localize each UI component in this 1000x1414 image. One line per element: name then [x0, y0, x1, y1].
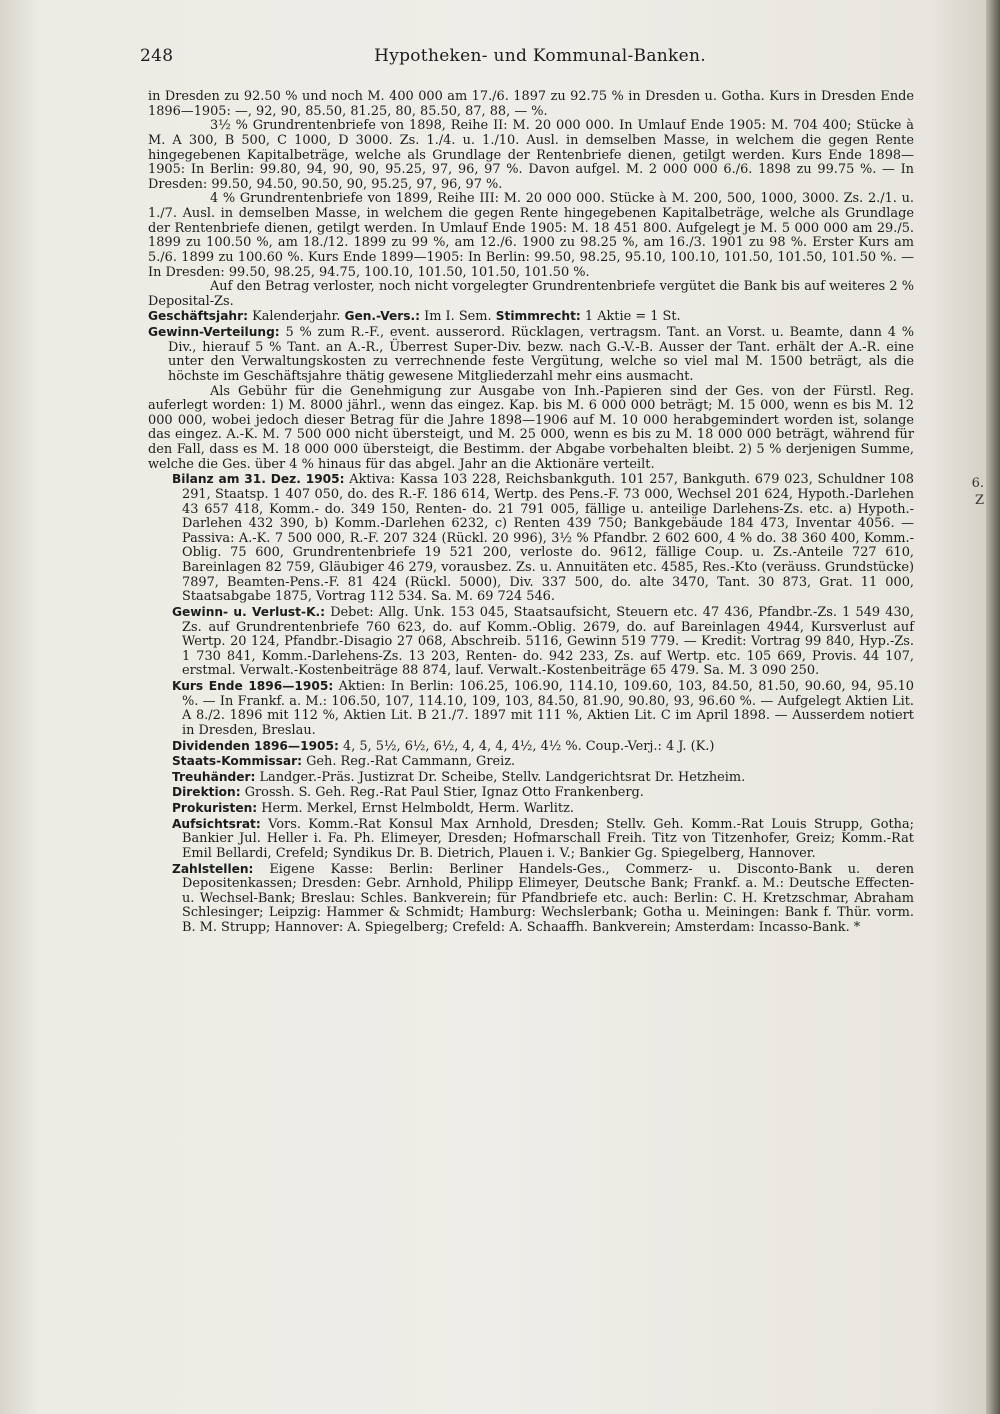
prokuristen-label: Prokuristen:	[172, 801, 258, 815]
margin-mark-2: Z	[974, 493, 984, 508]
zahlstellen-text: Eigene Kasse: Berlin: Berliner Handels-Ges., Commerz- u. Disconto-Bank u. deren Depositenkassen; Dresden: Gebr. Arnhold, Philipp Elimeyer, Deutsche Bank; Frankf. a. M.: Deutsche Effecten- u. Wechsel-Bank; Breslau: Schles. Bankverein; für Pfandbriefe etc. auch: Berlin: C. H. Kretzschmar, Abraham Schlesinger; Leipzig: Hammer & Schmidt; Hamburg: Wechslerbank; Gotha u. Meiningen: Bank f. Thür. vorm. B. M. Strupp; Hannover: A. Spiegelberg; Crefeld: A. Schaaffh. Bankverein; Amsterdam: Incasso-Bank. *	[182, 861, 914, 935]
gewinn-verteilung-label: Gewinn-Verteilung:	[148, 325, 280, 339]
section-aufsichtsrat	[172, 817, 914, 862]
gewinn-verteilung-text: 5 % zum R.-F., event. ausserord. Rücklagen, vertragsm. Tant. an Vorst. u. Beamte, dann 4 % Div., hierauf 5 % Tant. an A.-R., Überrest Super-Div. bezw. nach G.-V.-B. Ausser der Tant. erhält der A.-R. eine unter den Verwaltungskosten zu verrechnende feste Vergütung, welche so viel mal M. 1500 beträgt, als die höchste im Geschäftsjahre thätig gewesene Mitgliederzahl mehr eins ausmacht.	[168, 325, 914, 384]
geschaeftsjahr-label: Geschäftsjahr:	[148, 309, 248, 324]
direktion-label: Direktion:	[172, 785, 241, 800]
section-treuhaender	[172, 770, 914, 786]
stimmrecht-text: 1 Aktie = 1 St.	[584, 309, 681, 325]
gewinn-verlust-text: Debet: Allg. Unk. 153 045, Staatsaufsicht, Steuern etc. 47 436, Pfandbr.-Zs. 1 549 430, Zs. auf Grundrentenbriefe 760 623, do. auf Komm.-Oblig. 2679, do. auf Bareinlagen 4944, Kursverlust auf Wertp. 20 124, Pfandbr.-Disagio 27 068, Abschreib. 5116, Gewinn 519 779. — Kredit: Vortrag 99 840, Hyp.-Zs. 1 730 841, Komm.-Darlehens-Zs. 13 203, Renten- do. 942 233, Zs. auf Wertp. etc. 105 669, Provis. 44 107, erstmal. Verwalt.-Kostenbeiträge 88 874, lauf. Verwalt.-Kostenbeiträge 65 479. Sa. M. 3 090 250.	[182, 604, 914, 679]
paragraph-rentenbriefe-1898: 3½ % Grundrentenbriefe von 1898, Reihe II: M. 20 000 000. In Umlauf Ende 1905: M. 704 400; Stücke à M. A 300, B 500, C 1000, D 3000. Zs. 1./4. u. 1./10. Ausl. in demselben Masse, in welchem die gegen Rente hingegebenen Kapitalbeträge, welche als Grundlage der Rentenbriefe dienen, getilgt werden. Kurs Ende 1898—1905: In Berlin: 99.80, 94, 90, 90, 95.25, 97, 96, 97 %. Davon aufgel. M. 2 000 000 6./6. 1898 zu 99.75 %. — In Dresden: 99.50, 94.50, 90.50, 90, 95.25, 97, 96, 97 %.	[148, 118, 914, 192]
body-text	[148, 90, 914, 936]
page-number: 248	[140, 46, 174, 66]
dividenden-label: Dividenden 1896—1905:	[172, 738, 339, 753]
treuhaender-label: Treuhänder:	[172, 769, 256, 784]
section-staatskommissar	[172, 754, 914, 770]
genvers-text: Im I. Sem.	[424, 309, 492, 325]
gewinn-verlust-label: Gewinn- u. Verlust-K.:	[172, 604, 326, 619]
stimmrecht-label: Stimmrecht:	[495, 309, 581, 324]
section-dividenden	[172, 739, 914, 755]
dividenden-text: 4, 5, 5½, 6½, 6½, 4, 4, 4, 4½, 4½ %. Coup.-Verj.: 4 J. (K.)	[343, 738, 715, 754]
section-gewinn-verlust	[172, 605, 914, 679]
paragraph-rentenbriefe-1899: 4 % Grundrentenbriefe von 1899, Reihe III: M. 20 000 000. Stücke à M. 200, 500, 1000, 3000. Zs. 2./1. u. 1./7. Ausl. in demselben Masse, in welchem die gegen Rente hingegebenen Kapitalbeträge, welche als Grundlage der Rentenbriefe dienen, getilgt werden. In Umlauf Ende 1905: M. 18 451 800. Aufgelegt je M. 5 000 000 am 29./5. 1899 zu 100.50 %, am 18./12. 1899 zu 99 %, am 12./6. 1900 zu 98.25 %, am 16./3. 1901 zu 98 %. Erster Kurs am 5./6. 1899 zu 100.60 %. Kurs Ende 1899—1905: In Berlin: 99.50, 98.25, 95.10, 100.10, 101.50, 101.50, 101.50 %. — In Dresden: 99.50, 98.25, 94.75, 100.10, 101.50, 101.50, 101.50 %.	[148, 191, 914, 280]
paragraph-gebuehr: Als Gebühr für die Genehmigung zur Ausgabe von Inh.-Papieren sind der Ges. von der Fürstl. Reg. auferlegt worden: 1) M. 8000 jährl., wenn das eingez. Kap. bis M. 6 000 000 beträgt; M. 15 000, wenn es bis M. 12 000 000, wobei jedoch dieser Betrag für die Jahre 1898—1906 auf M. 10 000 herabgemindert worden ist, solange das eingez. A.-K. M. 7 500 000 nicht übersteigt, und M. 25 000, wenn es bis zu M. 18 000 000 beträgt, während für den Fall, dass es M. 18 000 000 übersteigt, die Bestimm. der Abgabe vorbehalten bleibt. 2) 5 % derjenigen Summe, welche die Ges. über 4 % hinaus für das abgel. Jahr an die Aktionäre verteilt.	[148, 383, 914, 472]
paragraph-depositzins: Auf den Betrag verloster, noch nicht vorgelegter Grundrentenbriefe vergütet die Bank bis auf weiteres 2 % Deposital-Zs.	[148, 279, 914, 309]
zahlstellen-label: Zahlstellen:	[172, 861, 254, 876]
bilanz-text: Aktiva: Kassa 103 228, Reichsbankguth. 101 257, Bankguth. 679 023, Schuldner 108 291, Staatsp. 1 407 050, do. des R.-F. 186 614, Wertp. des Pens.-F. 73 000, Wechsel 201 624, Hypoth.-Darlehen 43 657 418, Komm.- do. 349 150, Renten- do. 21 791 005, fällige u. anteilige Darlehens-Zs. etc. a) Hypoth.-Darlehen 432 390, b) Komm.-Darlehen 6232, c) Renten 439 750; Bankgebäude 184 473, Inventar 4056. — Passiva: A.-K. 7 500 000, R.-F. 207 324 (Rückl. 20 996), 3½ % Pfandbr. 2 602 600, 4 % do. 38 360 400, Komm.-Oblig. 75 600, Grundrentenbriefe 19 521 200, verloste do. 9612, fällige Coup. u. Zs.-Anteile 727 610, Bareinlagen 82 759, Gläubiger 46 279, vorausbez. Zs. u. Annuitäten etc. 4585, Res.-Kto (veräuss. Grundstücke) 7897, Beamten-Pens.-F. 81 424 (Rückl. 5000), Div. 337 500, do. alte 3470, Tant. 30 873, Grat. 11 000, Staatsabgabe 1875, Vortrag 112 534. Sa. M. 69 724 546.	[182, 472, 914, 605]
page-header	[140, 46, 940, 70]
bilanz-label: Bilanz am 31. Dez. 1905:	[172, 472, 345, 487]
section-direktion	[172, 785, 914, 801]
section-gewinn-verteilung	[148, 325, 914, 385]
treuhaender-text: Landger.-Präs. Justizrat Dr. Scheibe, Stellv. Landgerichtsrat Dr. Hetzheim.	[259, 769, 746, 785]
section-geschaeftsjahr	[148, 309, 914, 325]
geschaeftsjahr-text: Kalenderjahr.	[252, 309, 341, 325]
page-edge-shadow	[986, 0, 1000, 1414]
staatskommissar-label: Staats-Kommissar:	[172, 754, 302, 769]
kurs-text: Aktien: In Berlin: 106.25, 106.90, 114.10, 109.60, 103, 84.50, 81.50, 90.60, 94, 95.10 %. — In Frankf. a. M.: 106.50, 107, 114.10, 109, 103, 84.50, 81.90, 90.80, 93, 96.60 %. — Aufgelegt Aktien Lit. A 8./2. 1896 mit 112 %, Aktien Lit. B 21./7. 1897 mit 111 %, Aktien Lit. C im April 1898. — Ausserdem notiert in Dresden, Breslau.	[182, 679, 914, 738]
aufsichtsrat-label: Aufsichtsrat:	[172, 816, 261, 831]
section-kurs	[172, 679, 914, 739]
direktion-text: Grossh. S. Geh. Reg.-Rat Paul Stier, Ignaz Otto Frankenberg.	[244, 785, 644, 801]
prokuristen-text: Herm. Merkel, Ernst Helmboldt, Herm. Warlitz.	[261, 801, 574, 816]
margin-mark-1: 6.	[971, 476, 984, 491]
kurs-label: Kurs Ende 1896—1905:	[172, 679, 334, 693]
running-title: Hypotheken- und Kommunal-Banken.	[374, 46, 706, 66]
section-zahlstellen	[172, 862, 914, 936]
paragraph-dresden-issue: in Dresden zu 92.50 % und noch M. 400 000 am 17./6. 1897 zu 92.75 % in Dresden u. Gotha. Kurs in Dresden Ende 1896—1905: —, 92, 90, 85.50, 81.25, 80, 85.50, 87, 88, — %.	[148, 89, 914, 119]
staatskommissar-text: Geh. Reg.-Rat Cammann, Greiz.	[306, 754, 516, 770]
genvers-label: Gen.-Vers.:	[344, 309, 421, 324]
section-bilanz	[172, 472, 914, 605]
aufsichtsrat-text: Vors. Komm.-Rat Konsul Max Arnhold, Dresden; Stellv. Geh. Komm.-Rat Louis Strupp, Gotha; Bankier Jul. Heller i. Fa. Ph. Elimeyer, Dresden; Hofmarschall Freih. Titz von Titzenhofer, Greiz; Komm.-Rat Emil Bellardi, Crefeld; Syndikus Dr. B. Dietrich, Plauen i. V.; Bankier Gg. Spiegelberg, Hannover.	[182, 816, 914, 861]
section-prokuristen	[172, 801, 914, 817]
